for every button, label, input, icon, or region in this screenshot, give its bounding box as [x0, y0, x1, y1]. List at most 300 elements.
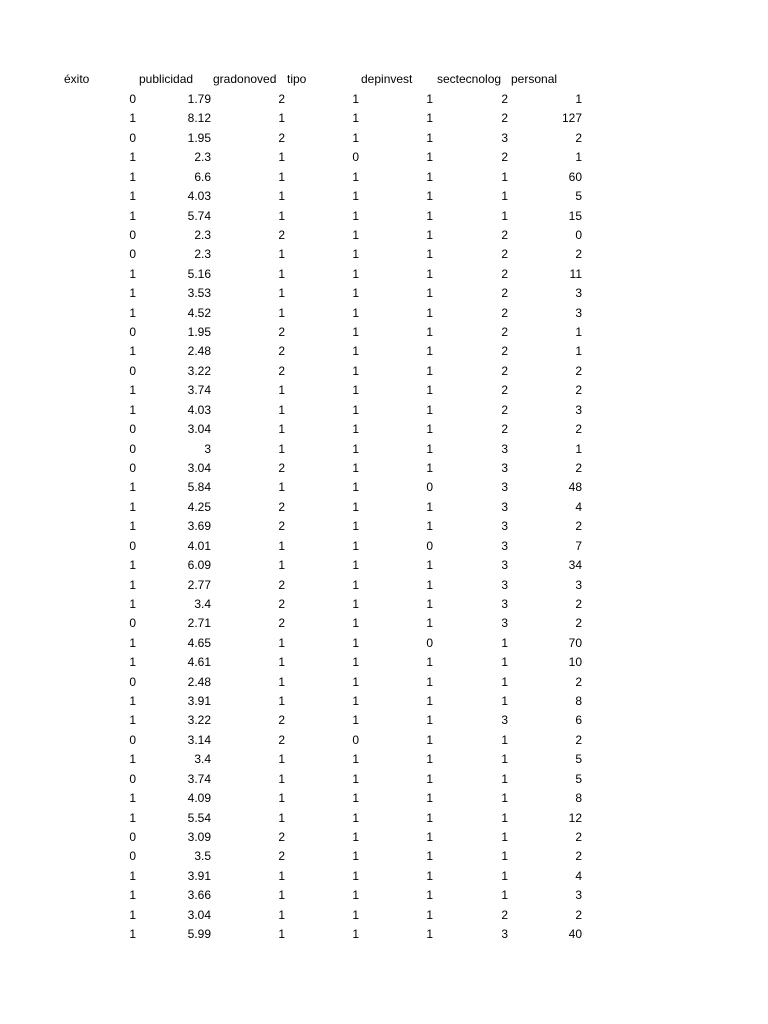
cell-gradonoved: 1: [278, 927, 285, 942]
cell-tipo: 1: [352, 169, 359, 184]
cell-depinvest: 1: [426, 286, 433, 301]
cell-exito: 1: [129, 888, 136, 903]
cell-personal: 3: [575, 888, 582, 903]
cell-publicidad: 4.52: [187, 305, 211, 320]
cell-depinvest: 0: [426, 538, 433, 553]
cell-publicidad: 4.09: [187, 791, 211, 806]
cell-depinvest: 1: [426, 208, 433, 223]
cell-gradonoved: 2: [278, 92, 285, 106]
cell-gradonoved: 1: [278, 150, 285, 165]
cell-depinvest: 1: [426, 130, 433, 145]
cell-publicidad: 4.01: [187, 538, 211, 553]
cell-gradonoved: 1: [278, 305, 285, 320]
cell-gradonoved: 1: [278, 402, 285, 417]
cell-exito: 1: [129, 266, 136, 281]
cell-gradonoved: 1: [278, 674, 285, 689]
column-header-personal: personal: [511, 72, 558, 86]
cell-publicidad: 3.53: [187, 286, 211, 301]
cell-publicidad: 3.69: [187, 519, 211, 534]
cell-personal: 15: [568, 208, 582, 223]
cell-personal: 7: [575, 538, 582, 553]
cell-tipo: 1: [352, 752, 359, 767]
cell-depinvest: 1: [426, 422, 433, 437]
cell-exito: 1: [129, 655, 136, 670]
cell-sectecnolog: 3: [501, 927, 508, 942]
cell-sectecnolog: 3: [501, 499, 508, 514]
cell-sectecnolog: 2: [501, 227, 508, 242]
cell-tipo: 1: [352, 227, 359, 242]
cell-sectecnolog: 1: [501, 208, 508, 223]
cell-sectecnolog: 2: [501, 111, 508, 126]
cell-personal: 12: [568, 810, 582, 825]
cell-personal: 11: [569, 266, 582, 281]
cell-personal: 2: [575, 383, 582, 398]
cell-sectecnolog: 2: [501, 422, 508, 437]
cell-publicidad: 2.77: [187, 577, 211, 592]
cell-gradonoved: 1: [278, 383, 285, 398]
cell-exito: 0: [129, 732, 136, 747]
cell-gradonoved: 1: [278, 810, 285, 825]
cell-depinvest: 1: [426, 713, 433, 728]
cell-tipo: 1: [352, 92, 359, 106]
cell-depinvest: 1: [426, 92, 433, 106]
cell-gradonoved: 2: [278, 732, 285, 747]
cell-depinvest: 1: [426, 499, 433, 514]
cell-publicidad: 2.3: [194, 247, 211, 262]
cell-publicidad: 4.03: [187, 189, 211, 204]
cell-personal: 40: [568, 927, 582, 942]
cell-personal: 2: [575, 519, 582, 534]
cell-depinvest: 1: [426, 227, 433, 242]
cell-exito: 1: [129, 111, 136, 126]
cell-tipo: 1: [352, 888, 359, 903]
cell-exito: 1: [129, 713, 136, 728]
cell-gradonoved: 1: [278, 771, 285, 786]
cell-personal: 2: [575, 674, 582, 689]
cell-gradonoved: 2: [278, 130, 285, 145]
cell-tipo: 1: [352, 499, 359, 514]
cell-exito: 0: [129, 441, 136, 456]
cell-publicidad: 3.04: [187, 460, 211, 475]
cell-publicidad: 5.74: [187, 208, 211, 223]
cell-depinvest: 1: [426, 305, 433, 320]
cell-personal: 1: [575, 150, 582, 165]
cell-publicidad: 4.03: [187, 402, 211, 417]
cell-personal: 10: [568, 655, 582, 670]
cell-sectecnolog: 3: [501, 713, 508, 728]
cell-tipo: 1: [352, 363, 359, 378]
cell-sectecnolog: 3: [501, 441, 508, 456]
cell-publicidad: 4.25: [187, 499, 211, 514]
cell-exito: 1: [129, 519, 136, 534]
cell-gradonoved: 2: [278, 713, 285, 728]
cell-exito: 0: [129, 247, 136, 262]
column-header-sectecnolog: sectecnolog: [437, 72, 502, 86]
cell-gradonoved: 1: [278, 868, 285, 883]
cell-publicidad: 6.6: [194, 169, 211, 184]
cell-exito: 0: [129, 363, 136, 378]
cell-personal: 5: [575, 752, 582, 767]
cell-personal: 5: [575, 189, 582, 204]
cell-exito: 1: [129, 344, 136, 359]
cell-sectecnolog: 1: [501, 189, 508, 204]
cell-depinvest: 1: [426, 189, 433, 204]
cell-depinvest: 1: [426, 732, 433, 747]
cell-depinvest: 1: [426, 674, 433, 689]
cell-personal: 127: [561, 111, 582, 126]
cell-publicidad: 3.66: [187, 888, 211, 903]
cell-exito: 1: [129, 596, 136, 611]
cell-depinvest: 1: [426, 344, 433, 359]
cell-sectecnolog: 2: [501, 383, 508, 398]
cell-depinvest: 1: [426, 771, 433, 786]
cell-sectecnolog: 1: [501, 810, 508, 825]
cell-sectecnolog: 2: [501, 286, 508, 301]
cell-exito: 0: [129, 92, 136, 106]
cell-exito: 0: [129, 849, 136, 864]
cell-publicidad: 3.4: [194, 752, 211, 767]
cell-depinvest: 1: [426, 558, 433, 573]
cell-sectecnolog: 3: [501, 460, 508, 475]
cell-exito: 1: [129, 558, 136, 573]
cell-sectecnolog: 3: [501, 538, 508, 553]
cell-sectecnolog: 1: [501, 752, 508, 767]
cell-exito: 1: [129, 305, 136, 320]
cell-gradonoved: 2: [278, 499, 285, 514]
cell-depinvest: 1: [426, 150, 433, 165]
cell-publicidad: 3.04: [187, 422, 211, 437]
cell-publicidad: 5.54: [187, 810, 211, 825]
cell-publicidad: 2.71: [187, 616, 211, 631]
cell-gradonoved: 1: [278, 480, 285, 495]
cell-personal: 1: [575, 441, 582, 456]
cell-gradonoved: 1: [278, 189, 285, 204]
cell-personal: 1: [575, 92, 582, 106]
cell-publicidad: 2.3: [194, 150, 211, 165]
cell-publicidad: 4.65: [187, 635, 211, 650]
cell-sectecnolog: 1: [501, 868, 508, 883]
cell-sectecnolog: 2: [501, 325, 508, 340]
cell-gradonoved: 2: [278, 227, 285, 242]
cell-personal: 1: [575, 344, 582, 359]
cell-gradonoved: 1: [278, 655, 285, 670]
cell-tipo: 1: [352, 810, 359, 825]
cell-personal: 48: [568, 480, 582, 495]
cell-depinvest: 1: [426, 266, 433, 281]
cell-depinvest: 1: [426, 752, 433, 767]
cell-gradonoved: 2: [278, 577, 285, 592]
cell-publicidad: 2.48: [187, 344, 211, 359]
cell-sectecnolog: 2: [501, 344, 508, 359]
cell-gradonoved: 1: [278, 694, 285, 709]
cell-personal: 8: [575, 791, 582, 806]
cell-gradonoved: 1: [278, 888, 285, 903]
cell-exito: 0: [129, 771, 136, 786]
cell-gradonoved: 1: [278, 558, 285, 573]
cell-depinvest: 1: [426, 694, 433, 709]
cell-sectecnolog: 3: [501, 577, 508, 592]
cell-tipo: 1: [352, 674, 359, 689]
cell-personal: 2: [575, 247, 582, 262]
cell-gradonoved: 2: [278, 363, 285, 378]
cell-sectecnolog: 2: [501, 305, 508, 320]
cell-gradonoved: 1: [278, 111, 285, 126]
cell-gradonoved: 1: [278, 791, 285, 806]
cell-depinvest: 1: [426, 791, 433, 806]
cell-personal: 8: [575, 694, 582, 709]
cell-depinvest: 1: [426, 460, 433, 475]
cell-gradonoved: 2: [278, 616, 285, 631]
cell-gradonoved: 2: [278, 849, 285, 864]
cell-publicidad: 1.95: [187, 130, 211, 145]
cell-tipo: 0: [352, 150, 359, 165]
cell-publicidad: 5.84: [187, 480, 211, 495]
cell-tipo: 1: [352, 208, 359, 223]
cell-publicidad: 3.74: [187, 771, 211, 786]
cell-publicidad: 6.09: [187, 558, 211, 573]
cell-sectecnolog: 2: [501, 247, 508, 262]
cell-depinvest: 1: [426, 655, 433, 670]
cell-personal: 2: [575, 130, 582, 145]
cell-exito: 0: [129, 616, 136, 631]
cell-gradonoved: 1: [278, 441, 285, 456]
cell-sectecnolog: 1: [501, 791, 508, 806]
cell-tipo: 1: [352, 616, 359, 631]
cell-exito: 0: [129, 538, 136, 553]
column-header-exito: éxito: [64, 72, 90, 86]
cell-tipo: 1: [352, 927, 359, 942]
cell-tipo: 1: [352, 286, 359, 301]
cell-exito: 1: [129, 810, 136, 825]
cell-personal: 4: [575, 868, 582, 883]
cell-publicidad: 1.79: [187, 92, 211, 106]
cell-tipo: 1: [352, 713, 359, 728]
cell-tipo: 1: [352, 694, 359, 709]
cell-sectecnolog: 2: [501, 92, 508, 106]
cell-depinvest: 0: [426, 480, 433, 495]
cell-personal: 2: [575, 616, 582, 631]
cell-tipo: 1: [352, 460, 359, 475]
cell-personal: 3: [575, 402, 582, 417]
cell-tipo: 1: [352, 829, 359, 844]
cell-personal: 2: [575, 596, 582, 611]
cell-personal: 2: [575, 732, 582, 747]
cell-exito: 0: [129, 460, 136, 475]
cell-exito: 1: [129, 694, 136, 709]
cell-depinvest: 1: [426, 383, 433, 398]
cell-sectecnolog: 3: [501, 480, 508, 495]
cell-sectecnolog: 2: [501, 150, 508, 165]
cell-sectecnolog: 1: [501, 674, 508, 689]
cell-tipo: 1: [352, 305, 359, 320]
cell-publicidad: 3.91: [187, 694, 211, 709]
cell-publicidad: 3.14: [187, 732, 211, 747]
cell-personal: 60: [568, 169, 582, 184]
cell-exito: 0: [129, 674, 136, 689]
cell-sectecnolog: 3: [501, 558, 508, 573]
cell-tipo: 1: [352, 577, 359, 592]
cell-depinvest: 1: [426, 868, 433, 883]
cell-tipo: 1: [352, 519, 359, 534]
cell-personal: 2: [575, 849, 582, 864]
cell-gradonoved: 2: [278, 519, 285, 534]
cell-gradonoved: 1: [278, 422, 285, 437]
cell-sectecnolog: 1: [501, 732, 508, 747]
cell-tipo: 1: [352, 383, 359, 398]
cell-personal: 4: [575, 499, 582, 514]
cell-personal: 5: [575, 771, 582, 786]
cell-depinvest: 1: [426, 519, 433, 534]
cell-sectecnolog: 3: [501, 616, 508, 631]
cell-personal: 0: [575, 227, 582, 242]
cell-tipo: 1: [352, 538, 359, 553]
cell-sectecnolog: 2: [501, 266, 508, 281]
cell-exito: 1: [129, 499, 136, 514]
cell-tipo: 1: [352, 130, 359, 145]
cell-exito: 1: [129, 383, 136, 398]
cell-tipo: 1: [352, 868, 359, 883]
cell-publicidad: 3.5: [194, 849, 211, 864]
cell-gradonoved: 2: [278, 344, 285, 359]
cell-tipo: 1: [352, 635, 359, 650]
cell-publicidad: 3: [204, 441, 211, 456]
cell-exito: 1: [129, 208, 136, 223]
cell-personal: 70: [568, 635, 582, 650]
cell-sectecnolog: 1: [501, 849, 508, 864]
cell-sectecnolog: 1: [501, 888, 508, 903]
cell-exito: 1: [129, 927, 136, 942]
cell-tipo: 1: [352, 422, 359, 437]
cell-gradonoved: 1: [278, 635, 285, 650]
cell-publicidad: 5.99: [187, 927, 211, 942]
cell-gradonoved: 1: [278, 266, 285, 281]
cell-personal: 3: [575, 305, 582, 320]
cell-gradonoved: 1: [278, 286, 285, 301]
cell-gradonoved: 1: [278, 752, 285, 767]
cell-publicidad: 3.91: [187, 868, 211, 883]
cell-tipo: 1: [352, 402, 359, 417]
cell-personal: 2: [575, 829, 582, 844]
cell-personal: 1: [575, 325, 582, 340]
cell-tipo: 1: [352, 655, 359, 670]
cell-depinvest: 1: [426, 111, 433, 126]
cell-depinvest: 1: [426, 577, 433, 592]
cell-sectecnolog: 1: [501, 655, 508, 670]
cell-tipo: 1: [352, 441, 359, 456]
cell-tipo: 1: [352, 771, 359, 786]
cell-tipo: 1: [352, 596, 359, 611]
cell-tipo: 1: [352, 791, 359, 806]
cell-gradonoved: 2: [278, 460, 285, 475]
cell-personal: 34: [568, 558, 582, 573]
cell-publicidad: 5.16: [187, 266, 211, 281]
cell-tipo: 1: [352, 247, 359, 262]
cell-exito: 1: [129, 752, 136, 767]
cell-publicidad: 2.48: [187, 674, 211, 689]
cell-sectecnolog: 2: [501, 402, 508, 417]
cell-depinvest: 1: [426, 616, 433, 631]
cell-personal: 6: [575, 713, 582, 728]
cell-tipo: 1: [352, 558, 359, 573]
cell-exito: 1: [129, 286, 136, 301]
cell-tipo: 1: [352, 266, 359, 281]
cell-exito: 1: [129, 150, 136, 165]
cell-exito: 1: [129, 577, 136, 592]
cell-publicidad: 8.12: [187, 111, 211, 126]
cell-sectecnolog: 3: [501, 130, 508, 145]
cell-publicidad: 3.22: [187, 363, 211, 378]
cell-personal: 3: [575, 577, 582, 592]
cell-depinvest: 0: [426, 635, 433, 650]
cell-gradonoved: 1: [278, 538, 285, 553]
cell-exito: 0: [129, 227, 136, 242]
column-header-publicidad: publicidad: [139, 72, 194, 86]
cell-sectecnolog: 1: [501, 694, 508, 709]
column-header-gradonoved: gradonoved: [213, 72, 277, 86]
cell-gradonoved: 1: [278, 907, 285, 922]
cell-depinvest: 1: [426, 888, 433, 903]
cell-depinvest: 1: [426, 402, 433, 417]
cell-exito: 1: [129, 791, 136, 806]
cell-publicidad: 3.74: [187, 383, 211, 398]
cell-depinvest: 1: [426, 247, 433, 262]
cell-tipo: 1: [352, 325, 359, 340]
cell-tipo: 1: [352, 849, 359, 864]
cell-sectecnolog: 1: [501, 829, 508, 844]
cell-personal: 2: [575, 363, 582, 378]
cell-personal: 3: [575, 286, 582, 301]
cell-depinvest: 1: [426, 596, 433, 611]
cell-exito: 0: [129, 829, 136, 844]
cell-publicidad: 1.95: [187, 325, 211, 340]
cell-tipo: 1: [352, 344, 359, 359]
cell-exito: 1: [129, 907, 136, 922]
cell-sectecnolog: 3: [501, 596, 508, 611]
cell-personal: 2: [575, 422, 582, 437]
cell-personal: 2: [575, 460, 582, 475]
cell-tipo: 1: [352, 189, 359, 204]
cell-exito: 1: [129, 480, 136, 495]
cell-sectecnolog: 1: [501, 771, 508, 786]
cell-gradonoved: 2: [278, 325, 285, 340]
cell-gradonoved: 2: [278, 829, 285, 844]
cell-exito: 1: [129, 402, 136, 417]
cell-exito: 1: [129, 635, 136, 650]
cell-depinvest: 1: [426, 169, 433, 184]
cell-depinvest: 1: [426, 849, 433, 864]
cell-tipo: 1: [352, 480, 359, 495]
cell-publicidad: 3.09: [187, 829, 211, 844]
column-header-tipo: tipo: [287, 72, 307, 86]
cell-gradonoved: 1: [278, 208, 285, 223]
cell-exito: 0: [129, 130, 136, 145]
cell-sectecnolog: 1: [501, 169, 508, 184]
cell-publicidad: 3.22: [187, 713, 211, 728]
cell-tipo: 1: [352, 111, 359, 126]
cell-depinvest: 1: [426, 810, 433, 825]
cell-publicidad: 4.61: [187, 655, 211, 670]
cell-sectecnolog: 2: [501, 363, 508, 378]
cell-exito: 1: [129, 868, 136, 883]
cell-gradonoved: 2: [278, 596, 285, 611]
cell-tipo: 1: [352, 907, 359, 922]
column-header-depinvest: depinvest: [361, 72, 413, 86]
cell-sectecnolog: 3: [501, 519, 508, 534]
cell-publicidad: 2.3: [194, 227, 211, 242]
cell-sectecnolog: 2: [501, 907, 508, 922]
cell-exito: 0: [129, 422, 136, 437]
cell-exito: 1: [129, 189, 136, 204]
